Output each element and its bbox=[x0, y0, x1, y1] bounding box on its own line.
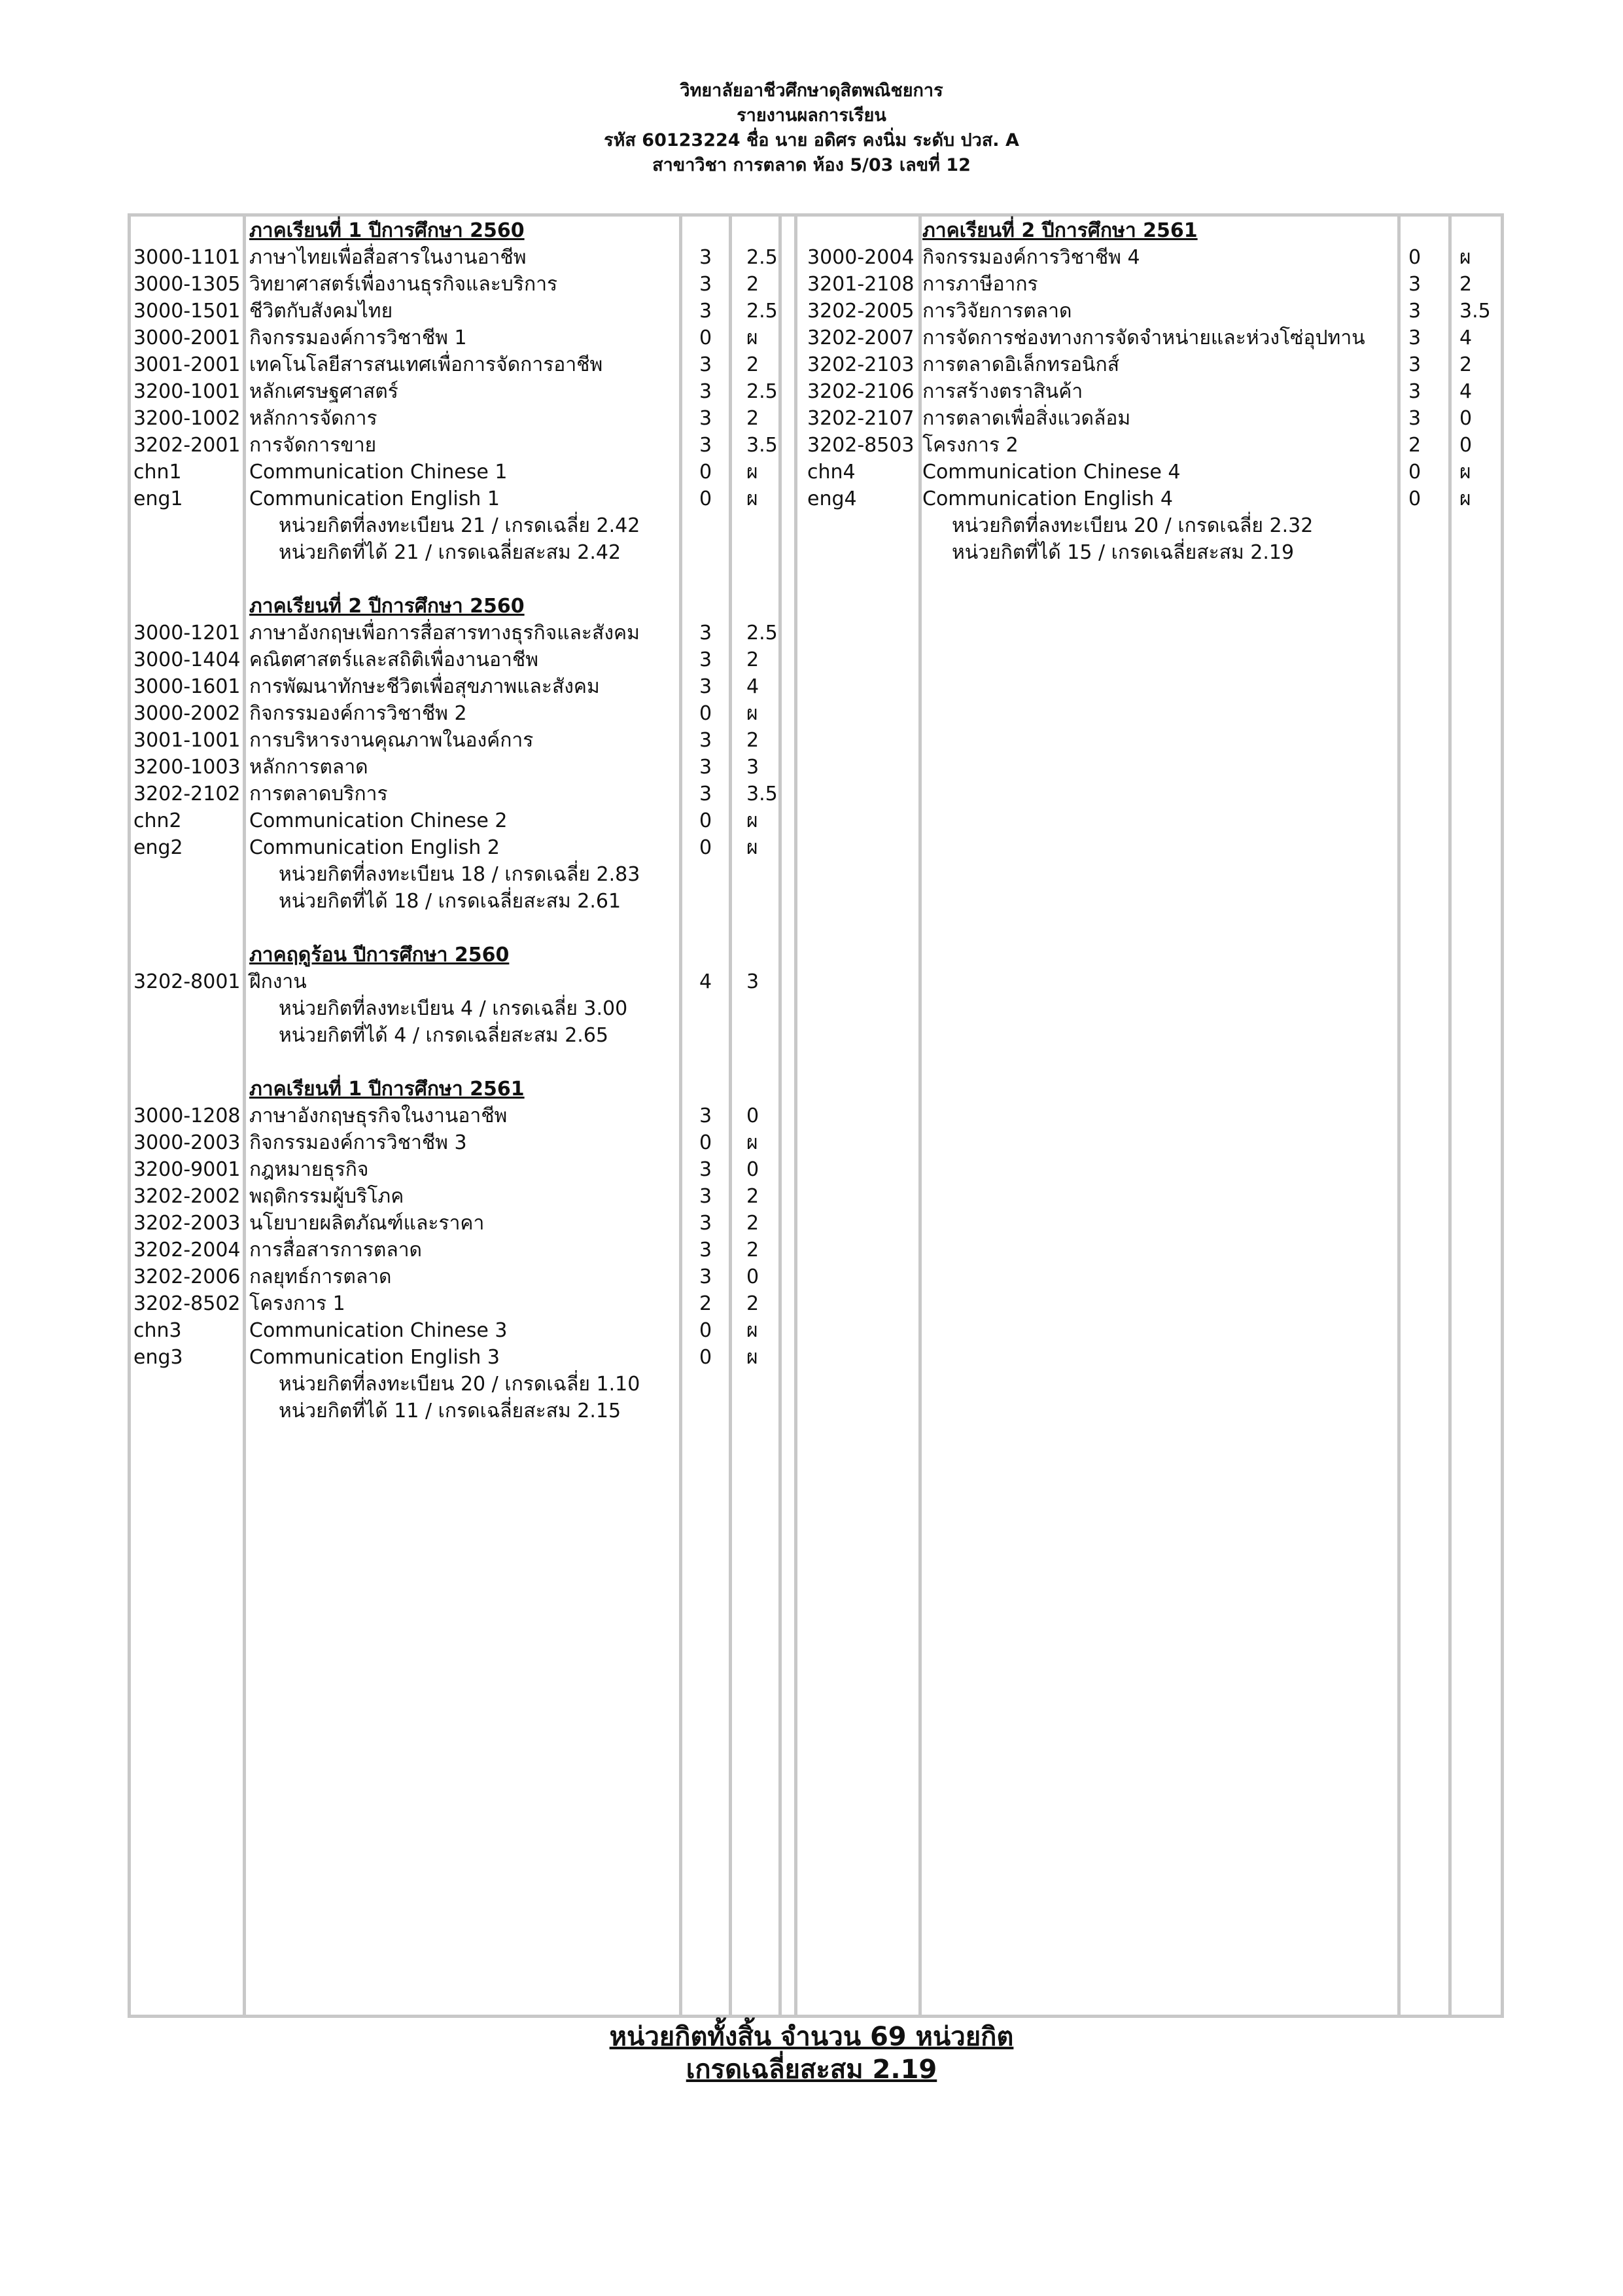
course-grade: 2 bbox=[746, 1185, 759, 1208]
course-name: การสื่อสารการตลาด bbox=[249, 1239, 423, 1262]
course-code: 3001-2001 bbox=[133, 353, 241, 376]
course-credit: 0 bbox=[699, 836, 712, 859]
course-credit: 3 bbox=[699, 756, 712, 779]
table-left-border bbox=[128, 213, 131, 2018]
semester-title: ภาคเรียนที่ 2 ปีการศึกษา 2560 bbox=[249, 595, 525, 618]
course-name: Communication English 1 bbox=[249, 487, 500, 510]
semester-summary: หน่วยกิตที่ลงทะเบียน 20 / เกรดเฉลี่ย 2.32 bbox=[952, 514, 1314, 537]
course-grade: 4 bbox=[1459, 327, 1473, 349]
course-credit: 3 bbox=[1408, 407, 1422, 430]
course-grade: ผ bbox=[1459, 487, 1471, 510]
course-code: 3202-2106 bbox=[807, 380, 915, 403]
course-name: กิจกรรมองค์การวิชาชีพ 3 bbox=[249, 1131, 467, 1154]
course-grade: 2.5 bbox=[746, 380, 778, 403]
semester-summary: หน่วยกิตที่ได้ 4 / เกรดเฉลี่ยสะสม 2.65 bbox=[279, 1024, 609, 1047]
course-code: 3200-1001 bbox=[133, 380, 241, 403]
column-divider bbox=[794, 213, 797, 2018]
course-grade: ผ bbox=[746, 702, 758, 725]
course-name: การวิจัยการตลาด bbox=[922, 300, 1072, 323]
course-code: 3202-8503 bbox=[807, 434, 915, 457]
course-credit: 0 bbox=[699, 327, 712, 349]
table-top-border bbox=[128, 213, 1504, 217]
course-grade: ผ bbox=[1459, 461, 1471, 484]
semester-title: ภาคเรียนที่ 1 ปีการศึกษา 2560 bbox=[249, 219, 525, 242]
course-grade: 3 bbox=[746, 970, 759, 993]
course-code: chn4 bbox=[807, 461, 856, 484]
course-grade: 0 bbox=[1459, 434, 1473, 457]
course-grade: 3.5 bbox=[746, 434, 778, 457]
course-code: 3202-2001 bbox=[133, 434, 241, 457]
course-code: eng2 bbox=[133, 836, 183, 859]
course-credit: 3 bbox=[699, 675, 712, 698]
course-name: กิจกรรมองค์การวิชาชีพ 2 bbox=[249, 702, 467, 725]
course-credit: 3 bbox=[699, 1212, 712, 1235]
table-right-border bbox=[1501, 213, 1504, 2018]
transcript-table bbox=[128, 213, 1504, 2018]
course-grade: 3.5 bbox=[746, 783, 778, 805]
course-credit: 3 bbox=[699, 380, 712, 403]
course-credit: 3 bbox=[1408, 327, 1422, 349]
course-code: 3000-1601 bbox=[133, 675, 241, 698]
course-grade: ผ bbox=[746, 1131, 758, 1154]
course-credit: 2 bbox=[699, 1292, 712, 1315]
course-name: Communication Chinese 2 bbox=[249, 809, 508, 832]
course-name: วิทยาศาสตร์เพื่องานธุรกิจและบริการ bbox=[249, 273, 558, 296]
course-name: โครงการ 1 bbox=[249, 1292, 345, 1315]
course-code: eng1 bbox=[133, 487, 183, 510]
course-grade: 0 bbox=[746, 1158, 759, 1181]
course-name: ภาษาอังกฤษธุรกิจในงานอาชีพ bbox=[249, 1104, 508, 1127]
course-code: 3202-2002 bbox=[133, 1185, 241, 1208]
column-divider bbox=[918, 213, 922, 2018]
course-credit: 3 bbox=[699, 1265, 712, 1288]
program-line: สาขาวิชา การตลาด ห้อง 5/03 เลขที่ 12 bbox=[652, 155, 971, 175]
course-grade: 4 bbox=[1459, 380, 1473, 403]
course-grade: ผ bbox=[746, 487, 758, 510]
course-credit: 0 bbox=[699, 1346, 712, 1369]
cumulative-gpa-line bbox=[0, 2053, 1623, 2086]
course-name: Communication Chinese 1 bbox=[249, 461, 508, 484]
course-credit: 3 bbox=[699, 729, 712, 752]
course-code: 3000-1404 bbox=[133, 648, 241, 671]
course-name: Communication English 2 bbox=[249, 836, 500, 859]
course-grade: 2 bbox=[1459, 273, 1473, 296]
semester-summary: หน่วยกิตที่ได้ 21 / เกรดเฉลี่ยสะสม 2.42 bbox=[279, 541, 621, 564]
course-code: chn3 bbox=[133, 1319, 182, 1342]
course-name: การพัฒนาทักษะชีวิตเพื่อสุขภาพและสังคม bbox=[249, 675, 600, 698]
course-code: 3202-2103 bbox=[807, 353, 915, 376]
course-code: 3202-2107 bbox=[807, 407, 915, 430]
semester-summary: หน่วยกิตที่ลงทะเบียน 20 / เกรดเฉลี่ย 1.10 bbox=[279, 1373, 640, 1396]
course-credit: 3 bbox=[699, 1239, 712, 1262]
column-divider bbox=[778, 213, 782, 2018]
course-grade: 2 bbox=[746, 273, 759, 296]
course-grade: 0 bbox=[746, 1104, 759, 1127]
course-credit: 3 bbox=[699, 407, 712, 430]
course-grade: 2.5 bbox=[746, 622, 778, 645]
course-code: 3200-1003 bbox=[133, 756, 241, 779]
course-name: หลักเศรษฐศาสตร์ bbox=[249, 380, 398, 403]
column-divider bbox=[1397, 213, 1401, 2018]
course-grade: 2 bbox=[746, 1239, 759, 1262]
course-code: 3202-2005 bbox=[807, 300, 915, 323]
course-name: คณิตศาสตร์และสถิติเพื่องานอาชีพ bbox=[249, 648, 539, 671]
course-code: chn1 bbox=[133, 461, 182, 484]
course-credit: 0 bbox=[699, 702, 712, 725]
semester-summary: หน่วยกิตที่ลงทะเบียน 21 / เกรดเฉลี่ย 2.42 bbox=[279, 514, 640, 537]
course-grade: 2 bbox=[746, 353, 759, 376]
course-name: การตลาดบริการ bbox=[249, 783, 388, 805]
course-code: 3000-2002 bbox=[133, 702, 241, 725]
course-credit: 3 bbox=[699, 300, 712, 323]
course-credit: 3 bbox=[1408, 353, 1422, 376]
course-code: 3000-2003 bbox=[133, 1131, 241, 1154]
course-code: 3202-2003 bbox=[133, 1212, 241, 1235]
course-credit: 2 bbox=[1408, 434, 1422, 457]
course-name: การจัดการช่องทางการจัดจำหน่ายและห่วงโซ่อุปทาน bbox=[922, 327, 1365, 349]
course-code: 3000-2004 bbox=[807, 246, 915, 269]
course-grade: 3 bbox=[746, 756, 759, 779]
course-grade: 2 bbox=[746, 648, 759, 671]
course-code: 3202-2007 bbox=[807, 327, 915, 349]
semester-summary: หน่วยกิตที่ลงทะเบียน 4 / เกรดเฉลี่ย 3.00 bbox=[279, 997, 628, 1020]
course-credit: 3 bbox=[699, 622, 712, 645]
column-divider bbox=[243, 213, 246, 2018]
semester-summary: หน่วยกิตที่ลงทะเบียน 18 / เกรดเฉลี่ย 2.83 bbox=[279, 863, 640, 886]
course-code: 3000-2001 bbox=[133, 327, 241, 349]
course-name: การตลาดเพื่อสิ่งแวดล้อม bbox=[922, 407, 1131, 430]
course-code: 3000-1305 bbox=[133, 273, 241, 296]
course-code: eng4 bbox=[807, 487, 857, 510]
course-grade: ผ bbox=[746, 1346, 758, 1369]
student-line: รหัส 60123224 ชื่อ นาย อดิศร คงนิ่ม ระดับ ปวส. A bbox=[604, 130, 1019, 150]
course-credit: 3 bbox=[699, 648, 712, 671]
course-grade: 0 bbox=[746, 1265, 759, 1288]
course-name: การบริหารงานคุณภาพในองค์การ bbox=[249, 729, 534, 752]
course-code: 3001-1001 bbox=[133, 729, 241, 752]
course-code: 3202-2102 bbox=[133, 783, 241, 805]
course-name: ภาษาไทยเพื่อสื่อสารในงานอาชีพ bbox=[249, 246, 527, 269]
course-credit: 3 bbox=[699, 353, 712, 376]
course-grade: 2 bbox=[746, 729, 759, 752]
course-code: 3000-1201 bbox=[133, 622, 241, 645]
course-code: 3200-9001 bbox=[133, 1158, 241, 1181]
course-grade: ผ bbox=[746, 1319, 758, 1342]
course-credit: 3 bbox=[699, 1185, 712, 1208]
report-header bbox=[0, 79, 1623, 178]
course-grade: 3.5 bbox=[1459, 300, 1491, 323]
college-name: วิทยาลัยอาชีวศึกษาดุสิตพณิชยการ bbox=[680, 80, 943, 101]
report-title: รายงานผลการเรียน bbox=[737, 105, 886, 126]
course-credit: 0 bbox=[699, 809, 712, 832]
course-name: กฎหมายธุรกิจ bbox=[249, 1158, 369, 1181]
course-name: นโยบายผลิตภัณฑ์และราคา bbox=[249, 1212, 485, 1235]
course-credit: 3 bbox=[1408, 273, 1422, 296]
course-name: กิจกรรมองค์การวิชาชีพ 4 bbox=[922, 246, 1140, 269]
course-grade: 2 bbox=[1459, 353, 1473, 376]
course-code: 3201-2108 bbox=[807, 273, 915, 296]
course-code: eng3 bbox=[133, 1346, 183, 1369]
semester-title: ภาคฤดูร้อน ปีการศึกษา 2560 bbox=[249, 944, 510, 966]
course-credit: 0 bbox=[1408, 487, 1422, 510]
report-footer bbox=[0, 2021, 1623, 2086]
course-credit: 3 bbox=[699, 1158, 712, 1181]
course-credit: 0 bbox=[1408, 246, 1422, 269]
course-grade: 2 bbox=[746, 1212, 759, 1235]
course-code: 3202-2004 bbox=[133, 1239, 241, 1262]
semester-title: ภาคเรียนที่ 2 ปีการศึกษา 2561 bbox=[922, 219, 1198, 242]
column-divider bbox=[1448, 213, 1452, 2018]
course-name: การสร้างตราสินค้า bbox=[922, 380, 1083, 403]
course-credit: 0 bbox=[1408, 461, 1422, 484]
course-grade: ผ bbox=[746, 836, 758, 859]
course-name: กิจกรรมองค์การวิชาชีพ 1 bbox=[249, 327, 467, 349]
semester-summary: หน่วยกิตที่ได้ 11 / เกรดเฉลี่ยสะสม 2.15 bbox=[279, 1400, 621, 1422]
course-name: ภาษาอังกฤษเพื่อการสื่อสารทางธุรกิจและสังคม bbox=[249, 622, 640, 645]
course-code: chn2 bbox=[133, 809, 182, 832]
course-grade: ผ bbox=[746, 327, 758, 349]
total-credits: หน่วยกิตทั้งสิ้น จำนวน 69 หน่วยกิต bbox=[609, 2022, 1014, 2052]
course-name: ฝึกงาน bbox=[249, 970, 307, 993]
total-credits-line bbox=[0, 2021, 1623, 2053]
course-grade: ผ bbox=[1459, 246, 1471, 269]
course-code: 3000-1501 bbox=[133, 300, 241, 323]
course-credit: 3 bbox=[1408, 380, 1422, 403]
course-name: Communication Chinese 4 bbox=[922, 461, 1181, 484]
course-name: เทคโนโลยีสารสนเทศเพื่อการจัดการอาชีพ bbox=[249, 353, 603, 376]
course-credit: 4 bbox=[699, 970, 712, 993]
course-name: Communication English 4 bbox=[922, 487, 1173, 510]
course-name: พฤติกรรมผู้บริโภค bbox=[249, 1185, 404, 1208]
course-name: การตลาดอิเล็กทรอนิกส์ bbox=[922, 353, 1120, 376]
course-name: โครงการ 2 bbox=[922, 434, 1019, 457]
course-credit: 0 bbox=[699, 1131, 712, 1154]
course-credit: 0 bbox=[699, 487, 712, 510]
course-name: Communication English 3 bbox=[249, 1346, 500, 1369]
course-credit: 3 bbox=[699, 434, 712, 457]
cumulative-gpa: เกรดเฉลี่ยสะสม 2.19 bbox=[686, 2055, 937, 2085]
course-credit: 0 bbox=[699, 461, 712, 484]
course-grade: 2 bbox=[746, 1292, 759, 1315]
course-name: การภาษีอากร bbox=[922, 273, 1038, 296]
course-name: กลยุทธ์การตลาด bbox=[249, 1265, 392, 1288]
column-divider bbox=[679, 213, 682, 2018]
course-code: 3000-1101 bbox=[133, 246, 241, 269]
course-name: ชีวิตกับสังคมไทย bbox=[249, 300, 393, 323]
semester-summary: หน่วยกิตที่ได้ 15 / เกรดเฉลี่ยสะสม 2.19 bbox=[952, 541, 1295, 564]
course-grade: 4 bbox=[746, 675, 759, 698]
course-code: 3200-1002 bbox=[133, 407, 241, 430]
course-name: หลักการจัดการ bbox=[249, 407, 377, 430]
course-grade: 0 bbox=[1459, 407, 1473, 430]
course-credit: 3 bbox=[699, 246, 712, 269]
course-code: 3202-8001 bbox=[133, 970, 241, 993]
course-credit: 3 bbox=[699, 273, 712, 296]
course-credit: 0 bbox=[699, 1319, 712, 1342]
course-code: 3202-2006 bbox=[133, 1265, 241, 1288]
course-name: การจัดการขาย bbox=[249, 434, 377, 457]
course-name: Communication Chinese 3 bbox=[249, 1319, 508, 1342]
course-grade: 2.5 bbox=[746, 300, 778, 323]
semester-summary: หน่วยกิตที่ได้ 18 / เกรดเฉลี่ยสะสม 2.61 bbox=[279, 890, 621, 913]
course-credit: 3 bbox=[1408, 300, 1422, 323]
table-bottom-border bbox=[128, 2015, 1504, 2018]
course-credit: 3 bbox=[699, 783, 712, 805]
column-divider bbox=[729, 213, 732, 2018]
course-grade: ผ bbox=[746, 461, 758, 484]
course-grade: 2.5 bbox=[746, 246, 778, 269]
course-credit: 3 bbox=[699, 1104, 712, 1127]
course-name: หลักการตลาด bbox=[249, 756, 368, 779]
course-code: 3202-8502 bbox=[133, 1292, 241, 1315]
course-grade: ผ bbox=[746, 809, 758, 832]
course-code: 3000-1208 bbox=[133, 1104, 241, 1127]
course-grade: 2 bbox=[746, 407, 759, 430]
semester-title: ภาคเรียนที่ 1 ปีการศึกษา 2561 bbox=[249, 1078, 525, 1101]
